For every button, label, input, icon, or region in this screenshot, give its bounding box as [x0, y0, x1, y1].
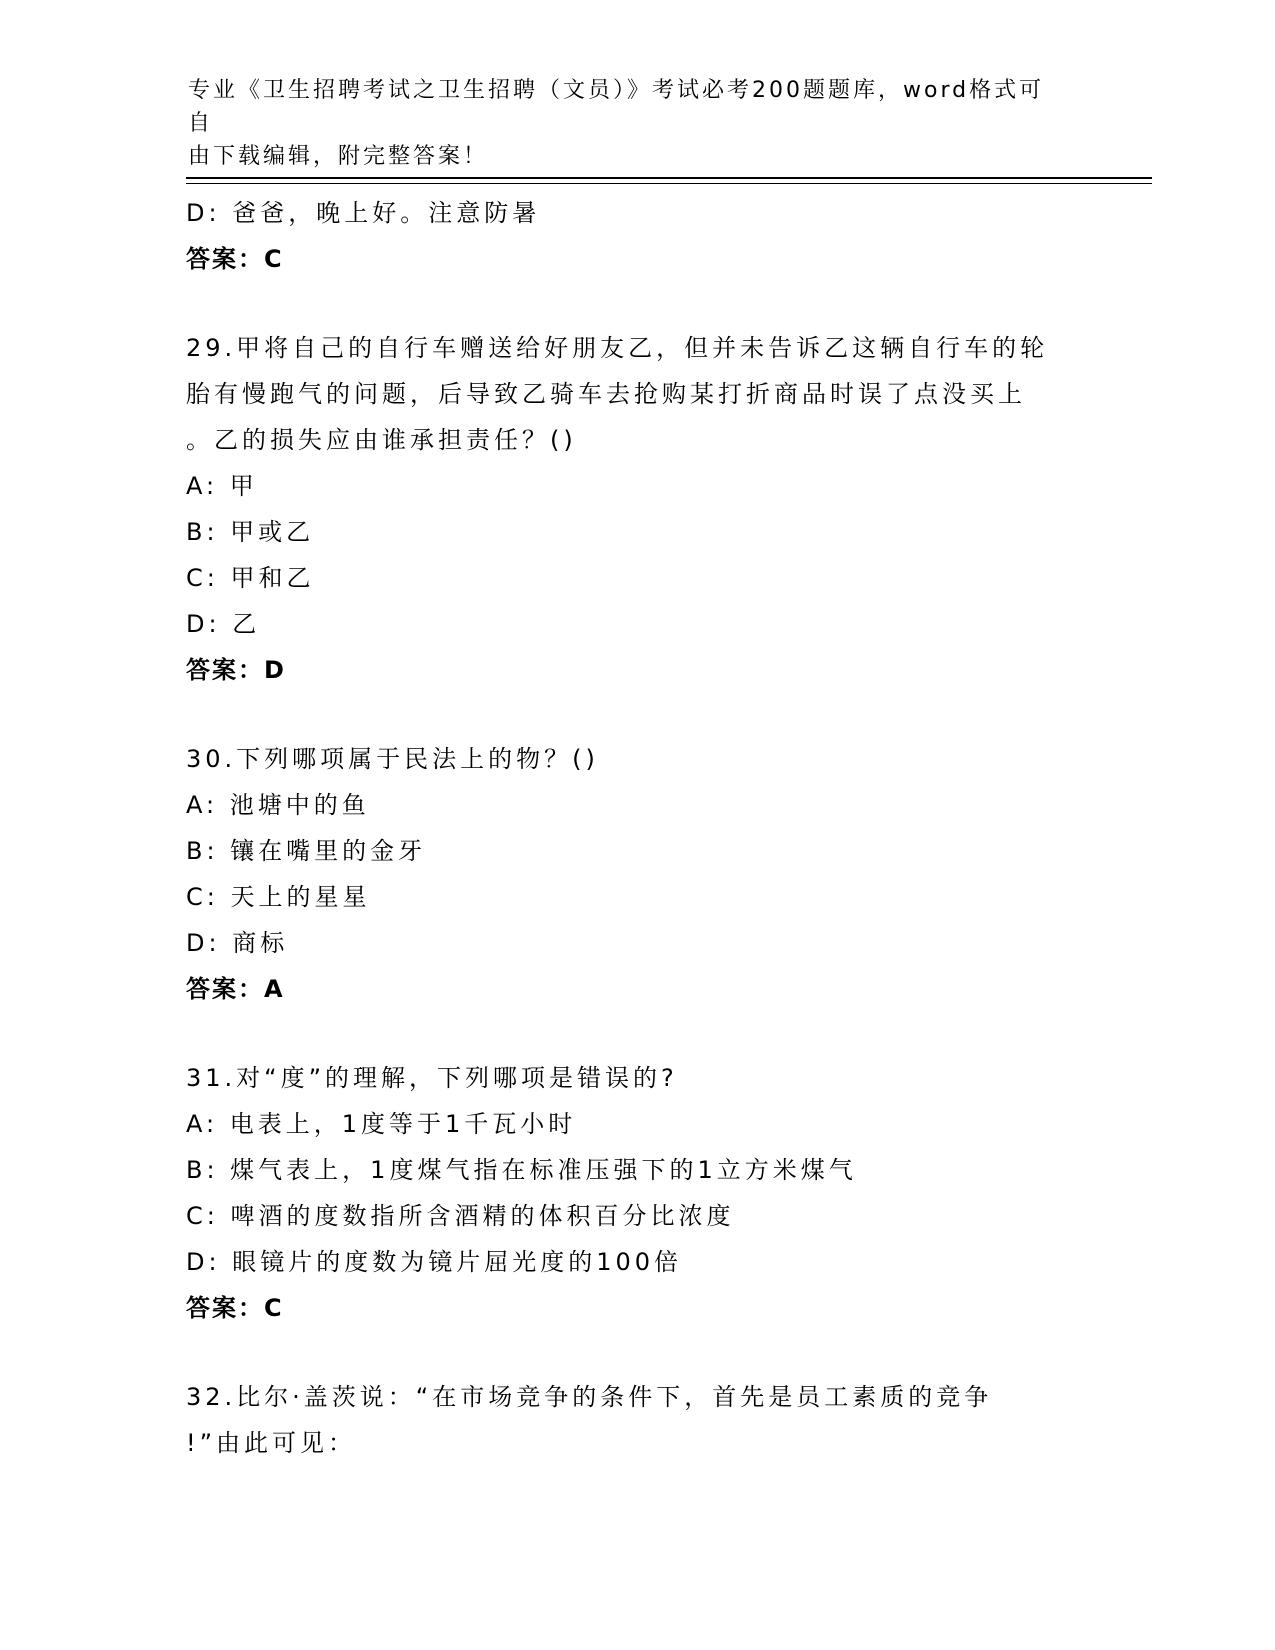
option-d: D: 商标 — [186, 929, 289, 957]
question-30 — [186, 736, 1086, 1012]
option-d: D: 眼镜片的度数为镜片屈光度的100倍 — [186, 1248, 683, 1276]
question-31 — [186, 1055, 1086, 1331]
question-text-line: 。乙的损失应由谁承担责任？() — [186, 426, 577, 454]
header-divider-thin — [186, 183, 1152, 184]
option-d: D: 爸爸，晚上好。注意防暑 — [186, 199, 541, 227]
spacer — [186, 693, 1086, 736]
question-text-line: 32.比尔·盖茨说：“在市场竞争的条件下，首先是员工素质的竞争 — [186, 1383, 993, 1411]
option-b: B: 镶在嘴里的金牙 — [186, 837, 427, 865]
question-29 — [186, 325, 1086, 693]
option-a: A: 电表上，1度等于1千瓦小时 — [186, 1110, 577, 1138]
option-a: A: 甲 — [186, 472, 258, 500]
spacer — [186, 1012, 1086, 1055]
document-body — [186, 190, 1086, 1466]
document-header — [188, 74, 1068, 173]
spacer — [186, 1331, 1086, 1374]
option-b: B: 煤气表上，1度煤气指在标准压强下的1立方米煤气 — [186, 1156, 857, 1184]
question-text-line: 31.对“度”的理解，下列哪项是错误的? — [186, 1064, 678, 1092]
option-b: B: 甲或乙 — [186, 518, 315, 546]
option-c: C: 甲和乙 — [186, 564, 315, 592]
question-text-line: !”由此可见： — [186, 1429, 357, 1457]
answer: 答案：D — [186, 656, 286, 684]
answer: 答案：A — [186, 975, 285, 1003]
answer: 答案：C — [186, 1294, 284, 1322]
answer: 答案：C — [186, 245, 284, 273]
option-a: A: 池塘中的鱼 — [186, 791, 370, 819]
question-28-tail — [186, 190, 1086, 282]
header-line-2: 由下载编辑，附完整答案！ — [188, 144, 489, 169]
question-32 — [186, 1374, 1086, 1466]
question-text-line: 29.甲将自己的自行车赠送给好朋友乙，但并未告诉乙这辆自行车的轮 — [186, 334, 1049, 362]
question-text-line: 30.下列哪项属于民法上的物？() — [186, 745, 599, 773]
header-divider-thick — [186, 177, 1152, 179]
header-line-1: 专业《卫生招聘考试之卫生招聘（文员）》考试必考200题题库，word格式可自 — [188, 78, 1045, 136]
option-d: D: 乙 — [186, 610, 261, 638]
option-c: C: 啤酒的度数指所含酒精的体积百分比浓度 — [186, 1202, 735, 1230]
spacer — [186, 282, 1086, 325]
option-c: C: 天上的星星 — [186, 883, 371, 911]
question-text-line: 胎有慢跑气的问题，后导致乙骑车去抢购某打折商品时误了点没买上 — [186, 380, 1026, 408]
